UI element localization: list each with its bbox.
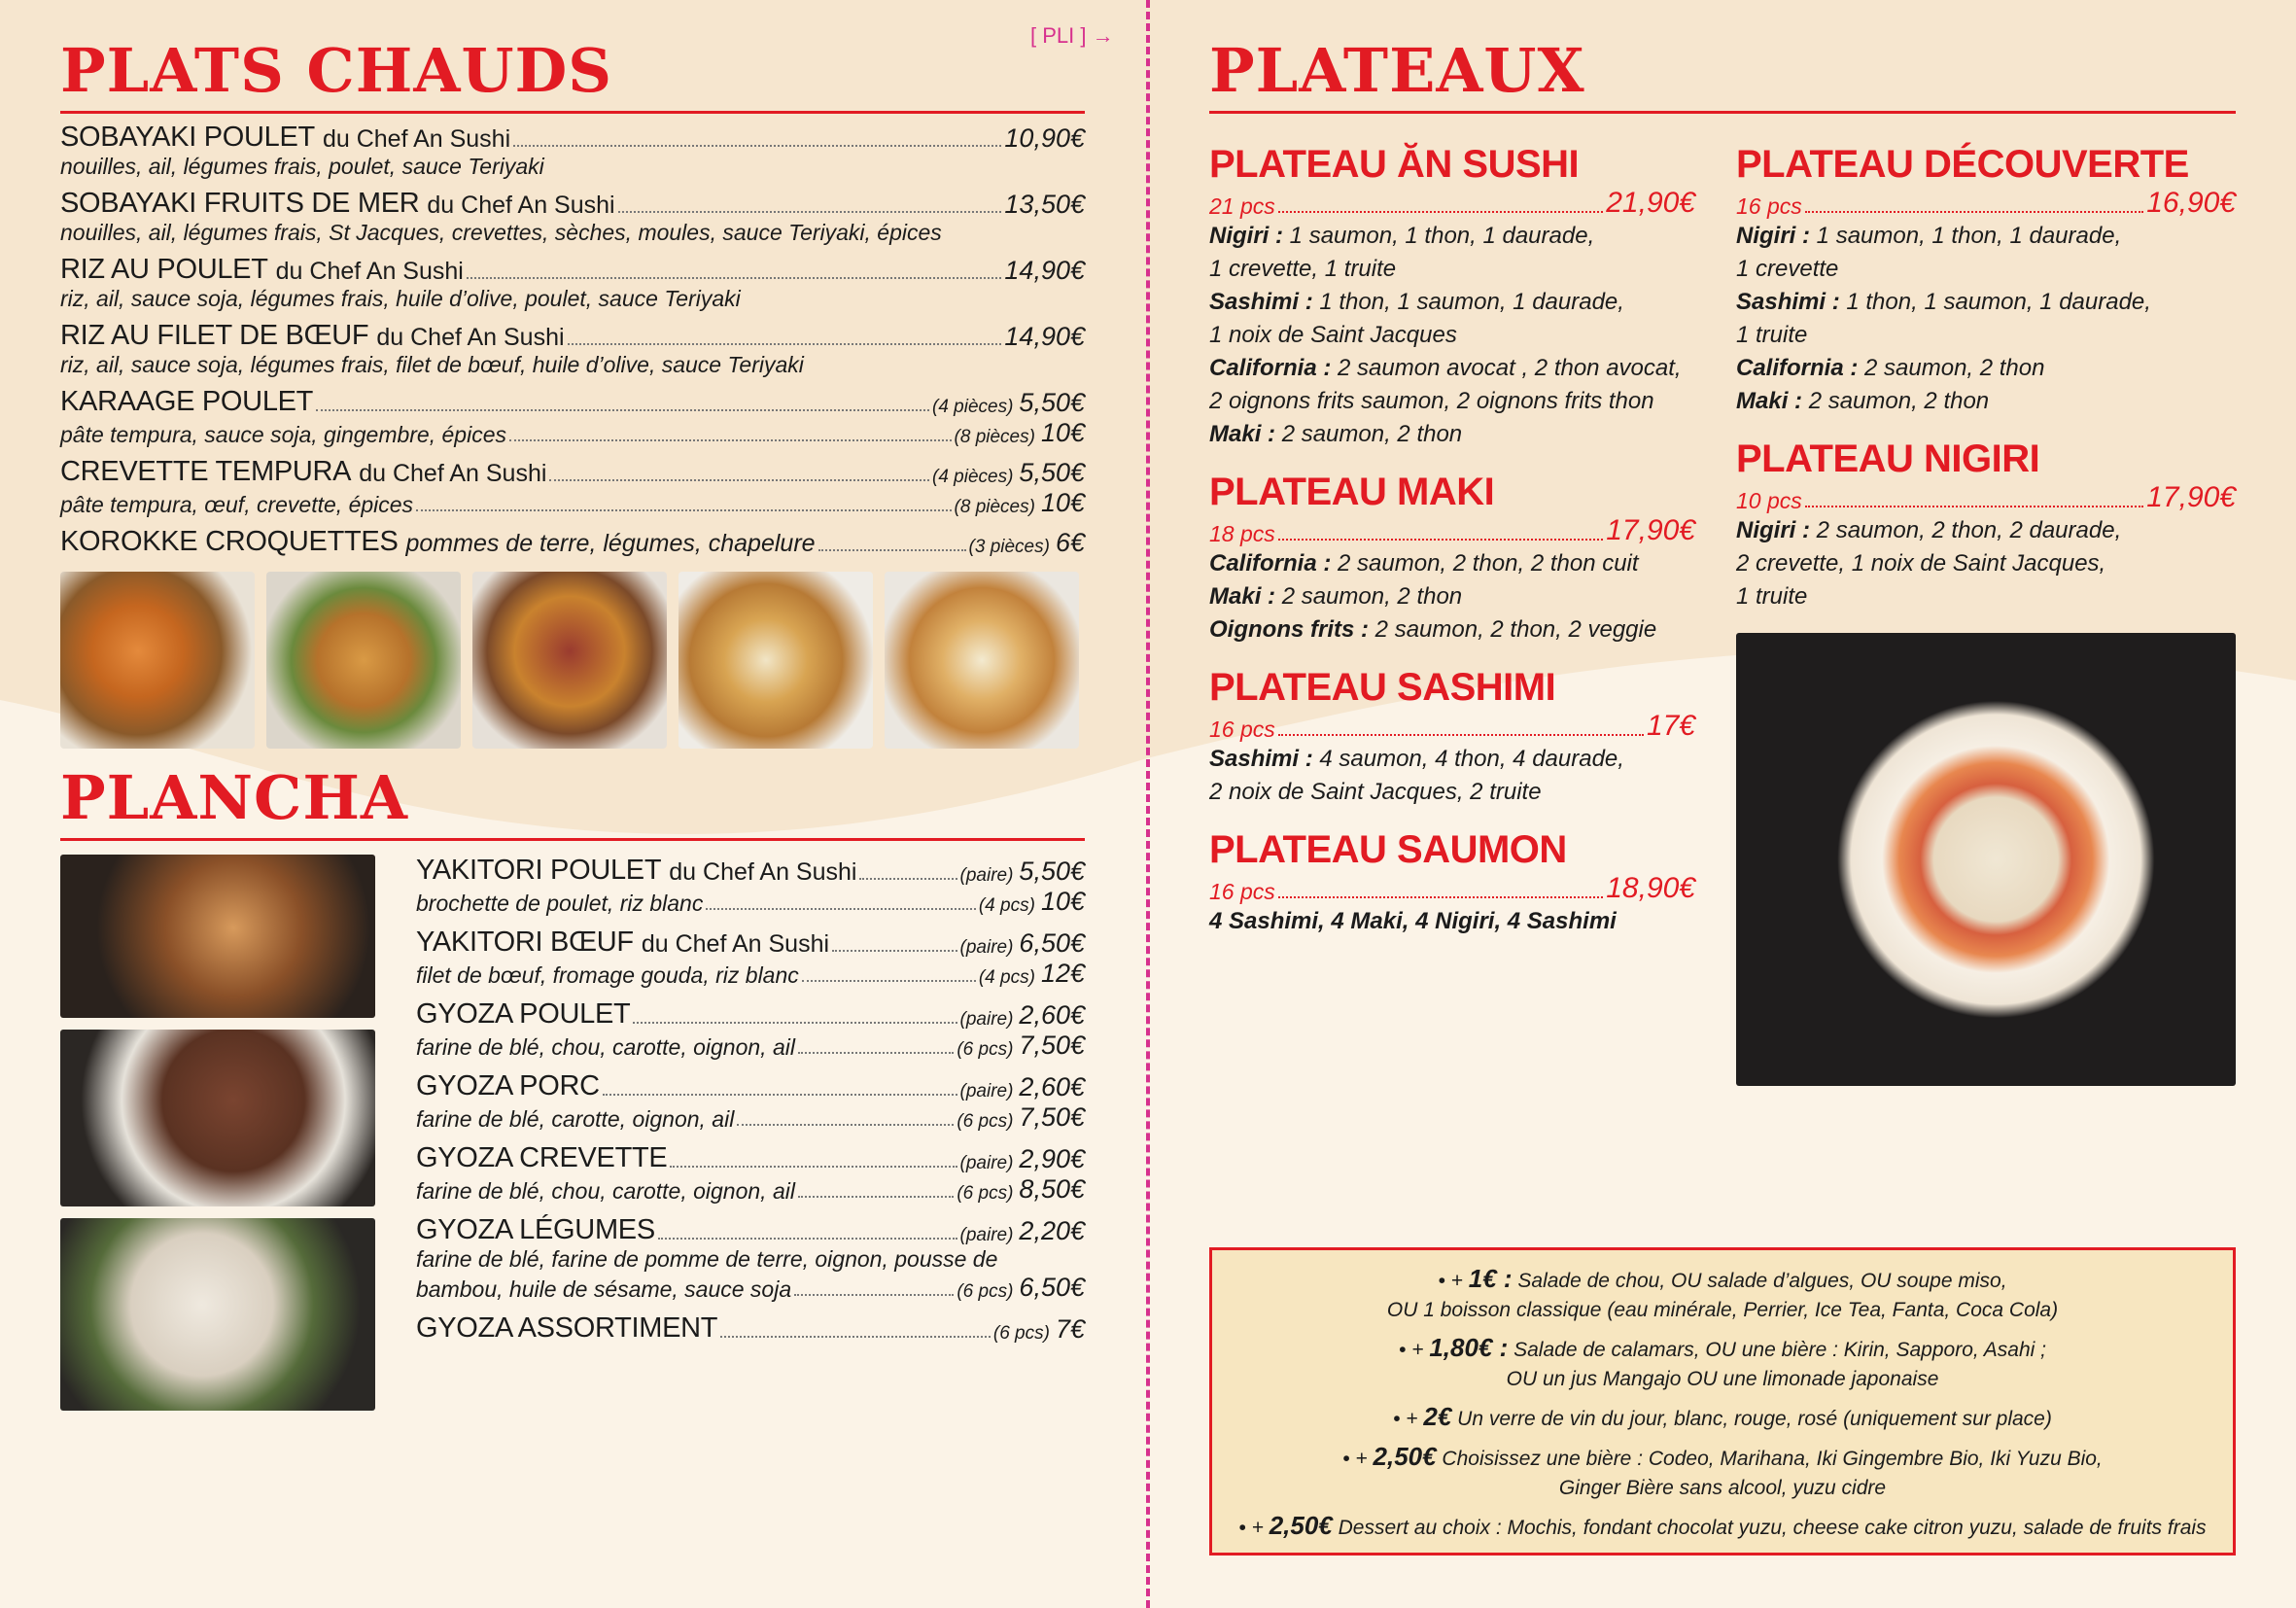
menu-item: [60, 188, 1085, 246]
item-desc-row: [60, 418, 1085, 448]
plateau-line-label: Maki :: [1209, 421, 1282, 447]
item-price: 10,90€: [1004, 123, 1085, 153]
plateau-line-text: 1 thon, 1 saumon, 1 daurade,: [1319, 289, 1624, 315]
item-desc: farine de blé, carotte, oignon, ail: [416, 1106, 735, 1132]
plateau-item: [1209, 666, 1695, 809]
item-name: KOROKKE CROQUETTES: [60, 526, 399, 557]
item-desc: farine de blé, chou, carotte, oignon, ail: [416, 1034, 795, 1060]
plateau-line: [1209, 743, 1695, 776]
plateau-line: [1736, 220, 2236, 253]
yakitori-boeuf-photo: [60, 1030, 375, 1206]
menu-item: [60, 526, 1085, 558]
item-qty: (paire): [959, 1153, 1014, 1173]
item-name: SOBAYAKI FRUITS DE MER: [60, 188, 420, 219]
item-desc: nouilles, ail, légumes frais, St Jacques, crevettes, sèches, moules, sauce Teriyaki, épices: [60, 220, 942, 245]
plateau-line: [1209, 580, 1695, 613]
plateau-line: [1736, 319, 2236, 352]
plateau-line-text: 2 saumon, 2 thon: [1281, 583, 1463, 610]
plateau-line-text: 2 saumon, 2 thon: [1808, 388, 1990, 414]
item-desc: farine de blé, chou, carotte, oignon, ail: [416, 1178, 795, 1204]
leader-dots: [832, 950, 957, 952]
leader-dots: [798, 1052, 954, 1054]
menu-item: [416, 1214, 1085, 1303]
plateaux-col-2: [1736, 143, 2236, 613]
item-chef: du Chef An Sushi: [275, 258, 464, 285]
plateau-line-text: 1 truite: [1736, 583, 1808, 610]
plateau-price-row: [1736, 187, 2236, 220]
plateau-line-text: 1 truite: [1736, 322, 1808, 348]
plateau-line: [1736, 547, 2236, 580]
plateau-line: [1209, 352, 1695, 385]
plats-chauds-title: PLATS CHAUDS: [60, 39, 1085, 114]
menu-item: [416, 855, 1085, 917]
item-name: RIZ AU POULET: [60, 254, 268, 285]
supplements-box: [1209, 1247, 2236, 1556]
plateau-title: PLATEAU MAKI: [1209, 471, 1495, 513]
plancha-section: [60, 855, 1085, 1418]
item-row: [416, 1312, 1085, 1345]
item-desc: bambou, huile de sésame, sauce soja: [416, 1276, 792, 1302]
plateau-line: [1209, 905, 1695, 938]
item-price: 10€: [1040, 418, 1085, 447]
item-price: 7,50€: [1019, 1031, 1085, 1060]
plateau-line-label: Maki :: [1736, 388, 1809, 414]
plateau-line-text: 2 saumon, 2 thon, 2 veggie: [1374, 616, 1657, 643]
plateau-line-label: Nigiri :: [1736, 517, 1817, 543]
item-qty: (8 pièces): [954, 427, 1035, 447]
item-row: [416, 855, 1085, 887]
supplement-text: Dessert au choix : Mochis, fondant chocolat yuzu, cheese cake citron yuzu, salade de fruits frais: [1332, 1517, 2207, 1539]
plateau-line: [1736, 352, 2236, 385]
supplement-text: Salade de chou, OU salade d’algues, OU soupe miso,: [1512, 1270, 2007, 1292]
supplement-item: [1222, 1511, 2223, 1543]
supplement-text: Un verre de vin du jour, blanc, rouge, rosé (uniquement sur place): [1451, 1408, 2052, 1430]
item-qty: (paire): [959, 937, 1014, 958]
item-desc-row: [60, 220, 1085, 246]
plateau-price: 17,90€: [1606, 514, 1695, 546]
menu-item: [416, 1312, 1085, 1345]
item-qty: (6 pcs): [992, 1323, 1050, 1344]
item-chef: du Chef An Sushi: [641, 930, 830, 958]
menu-item: [60, 320, 1085, 378]
item-price: 5,50€: [1019, 388, 1085, 417]
menu-item: [416, 926, 1085, 989]
plateau-line-label: 4 Sashimi, 4 Maki, 4 Nigiri, 4 Sashimi: [1209, 908, 1617, 934]
item-chef: du Chef An Sushi: [669, 858, 857, 886]
item-chef: du Chef An Sushi: [376, 324, 565, 351]
plateau-item: [1736, 143, 2236, 418]
leader-dots: [1805, 211, 2143, 213]
item-price: 10€: [1040, 887, 1085, 916]
plateau-price-row: [1209, 187, 1695, 220]
supplement-amount: 1,80€ :: [1429, 1333, 1509, 1362]
item-qty: (6 pcs): [957, 1039, 1014, 1060]
item-price: 6€: [1055, 528, 1085, 557]
item-desc-row: [60, 488, 1085, 518]
item-price: 8,50€: [1019, 1174, 1085, 1204]
plateaux-title: PLATEAUX: [1209, 39, 2236, 114]
item-desc-row: [60, 154, 1085, 180]
plateau-item: [1736, 437, 2236, 613]
plateaux-columns: [1209, 143, 2236, 1086]
item-desc: brochette de poulet, riz blanc: [416, 891, 704, 916]
item-chef: du Chef An Sushi: [359, 460, 547, 487]
item-name: SOBAYAKI POULET: [60, 122, 315, 153]
gyoza-photo: [60, 1218, 375, 1411]
plateau-line-label: California :: [1736, 355, 1865, 381]
plateau-line-text: 4 saumon, 4 thon, 4 daurade,: [1319, 746, 1624, 772]
leader-dots: [467, 277, 1002, 279]
plateau-price: 18,90€: [1606, 872, 1695, 904]
plateau-line: [1209, 319, 1695, 352]
item-price: 13,50€: [1004, 190, 1085, 219]
item-row: [416, 926, 1085, 959]
plateau-line-text: 1 noix de Saint Jacques: [1209, 322, 1457, 348]
item-price: 14,90€: [1004, 256, 1085, 285]
leader-dots: [549, 479, 929, 481]
plancha-title: PLANCHA: [60, 766, 1085, 841]
plateau-line-label: Nigiri :: [1736, 223, 1817, 249]
supplements-list: [1222, 1264, 2223, 1543]
supplement-amount: 2€: [1423, 1402, 1452, 1431]
supplement-text-2: Ginger Bière sans alcool, yuzu cidre: [1558, 1477, 1887, 1499]
plateau-line-text: 2 saumon avocat , 2 thon avocat,: [1338, 355, 1682, 381]
item-qty: (4 pièces): [932, 397, 1014, 417]
supplement-item: [1222, 1264, 2223, 1325]
item-row: [416, 998, 1085, 1031]
item-qty: (paire): [959, 1081, 1014, 1101]
item-chef: du Chef An Sushi: [427, 192, 615, 219]
plateau-title: PLATEAU SAUMON: [1209, 828, 1567, 871]
plateau-line: [1736, 385, 2236, 418]
yakitori-photo: [60, 855, 375, 1018]
leader-dots: [513, 145, 1001, 147]
plateau-line-text: 1 saumon, 1 thon, 1 daurade,: [1289, 223, 1595, 249]
supplement-lead: • +: [1438, 1270, 1469, 1292]
menu-item: [416, 1070, 1085, 1133]
plateau-line-label: California :: [1209, 550, 1339, 577]
karaage-photo: [678, 572, 873, 749]
item-desc-row: [416, 887, 1085, 917]
plancha-list: [416, 855, 1085, 1345]
menu-item: [416, 1142, 1085, 1205]
plats-chauds-photos: [60, 572, 1085, 749]
plateau-line-label: Sashimi :: [1736, 289, 1847, 315]
leader-dots: [316, 409, 929, 411]
item-price: 2,60€: [1019, 1000, 1085, 1030]
leader-dots: [568, 343, 1002, 345]
fold-label: [ PLI ] →: [1030, 23, 1114, 48]
plateau-line: [1209, 776, 1695, 809]
plateau-line-text: 1 crevette: [1736, 256, 1839, 282]
supplement-lead: • +: [1342, 1448, 1374, 1470]
item-price: 2,20€: [1019, 1216, 1085, 1245]
menu-item: [60, 122, 1085, 180]
plateau-pcs: 16 pcs: [1736, 193, 1802, 219]
plateau-item: [1209, 471, 1695, 647]
plateaux-col-1: [1209, 143, 1695, 1086]
leader-dots: [720, 1336, 991, 1338]
item-extra: pommes de terre, légumes, chapelure: [405, 530, 816, 557]
leader-dots: [798, 1196, 954, 1198]
item-row: [60, 456, 1085, 488]
leader-dots: [706, 908, 976, 910]
leader-dots: [1278, 734, 1644, 736]
plateau-pcs: 16 pcs: [1209, 879, 1275, 904]
item-desc: pâte tempura, sauce soja, gingembre, épices: [60, 422, 506, 447]
supplement-amount: 1€ :: [1468, 1264, 1513, 1293]
plateau-photo: [1736, 633, 2236, 1086]
leader-dots: [416, 509, 951, 511]
plateau-line: [1736, 286, 2236, 319]
item-price: 7,50€: [1019, 1102, 1085, 1132]
item-row: [416, 1070, 1085, 1102]
item-desc: filet de bœuf, fromage gouda, riz blanc: [416, 962, 799, 988]
item-desc: riz, ail, sauce soja, légumes frais, huile d’olive, poulet, sauce Teriyaki: [60, 286, 741, 311]
plateau-line: [1209, 418, 1695, 451]
supplement-lead: • +: [1399, 1339, 1430, 1361]
plateau-price: 17,90€: [2146, 481, 2236, 513]
item-qty: (6 pcs): [957, 1281, 1014, 1302]
item-qty: (paire): [959, 1225, 1014, 1245]
item-desc-row: [60, 286, 1085, 312]
item-desc: nouilles, ail, légumes frais, poulet, sauce Teriyaki: [60, 154, 544, 179]
item-row: [60, 526, 1085, 558]
plateau-line: [1736, 580, 2236, 613]
right-page: [1209, 35, 2236, 1086]
plateau-title: PLATEAU SASHIMI: [1209, 666, 1556, 709]
plateau-line-text: 2 saumon, 2 thon: [1864, 355, 2045, 381]
plateau-line: [1209, 547, 1695, 580]
supplement-lead: • +: [1238, 1517, 1270, 1539]
item-qty: (4 pièces): [932, 467, 1014, 487]
plateau-line-text: 2 saumon, 2 thon, 2 daurade,: [1816, 517, 2122, 543]
plateau-line-text: 2 noix de Saint Jacques, 2 truite: [1209, 779, 1542, 805]
plateau-line-label: Sashimi :: [1209, 289, 1320, 315]
item-name: CREVETTE TEMPURA: [60, 456, 352, 487]
supplement-item: [1222, 1333, 2223, 1394]
item-desc-row: [60, 352, 1085, 378]
plateau-line-text: 1 crevette, 1 truite: [1209, 256, 1397, 282]
plateau-title: PLATEAU DÉCOUVERTE: [1736, 143, 2189, 186]
item-qty: (3 pièces): [968, 537, 1050, 557]
fold-line: [1146, 0, 1150, 1608]
supplement-amount: 2,50€: [1269, 1511, 1333, 1540]
plateau-line-label: California :: [1209, 355, 1339, 381]
plateau-line: [1209, 613, 1695, 647]
item-name: GYOZA ASSORTIMENT: [416, 1312, 718, 1344]
plateau-title: PLATEAU NIGIRI: [1736, 437, 2040, 480]
left-page: [60, 35, 1085, 1418]
item-qty: (6 pcs): [957, 1183, 1014, 1204]
supplement-lead: • +: [1393, 1408, 1424, 1430]
item-price: 5,50€: [1019, 458, 1085, 487]
item-name: YAKITORI BŒUF: [416, 926, 634, 958]
item-qty: (4 pcs): [978, 967, 1035, 988]
plats-chauds-list: [60, 122, 1085, 558]
leader-dots: [737, 1124, 954, 1126]
plateau-pcs: 18 pcs: [1209, 521, 1275, 546]
leader-dots: [633, 1022, 957, 1024]
leader-dots: [603, 1094, 957, 1096]
item-desc-row: [416, 1102, 1085, 1133]
plateau-line: [1736, 253, 2236, 286]
leader-dots: [1278, 896, 1603, 898]
item-price: 6,50€: [1019, 1273, 1085, 1302]
leader-dots: [1805, 506, 2143, 507]
leader-dots: [670, 1166, 957, 1168]
item-desc: pâte tempura, œuf, crevette, épices: [60, 492, 414, 517]
item-row: [60, 122, 1085, 154]
plateau-price: 21,90€: [1606, 187, 1695, 219]
item-price: 10€: [1040, 488, 1085, 517]
plateau-line-text: 2 oignons frits saumon, 2 oignons frits thon: [1209, 388, 1654, 414]
plateau-line-label: Sashimi :: [1209, 746, 1320, 772]
menu-item: [60, 254, 1085, 312]
item-qty: (4 pcs): [978, 895, 1035, 916]
item-price: 7€: [1055, 1314, 1085, 1344]
plateau-pcs: 21 pcs: [1209, 193, 1275, 219]
item-desc-row: [416, 1031, 1085, 1061]
item-desc: farine de blé, farine de pomme de terre, oignon, pousse de: [416, 1246, 998, 1272]
plateau-line-label: Oignons frits :: [1209, 616, 1375, 643]
plateau-title: PLATEAU ĂN SUSHI: [1209, 143, 1580, 186]
sobayaki-photo: [60, 572, 255, 749]
item-row: [60, 320, 1085, 352]
item-row: [60, 386, 1085, 418]
plateau-item: [1209, 143, 1695, 451]
leader-dots: [794, 1294, 954, 1296]
item-price: 6,50€: [1019, 928, 1085, 958]
plateau-line-label: Maki :: [1209, 583, 1282, 610]
item-name: RIZ AU FILET DE BŒUF: [60, 320, 369, 351]
plateau-price: 16,90€: [2146, 187, 2236, 219]
item-desc: riz, ail, sauce soja, légumes frais, filet de bœuf, huile d’olive, sauce Teriyaki: [60, 352, 804, 377]
leader-dots: [802, 980, 976, 982]
item-row: [60, 188, 1085, 220]
item-row: [416, 1214, 1085, 1246]
item-row: [60, 254, 1085, 286]
item-price: 2,90€: [1019, 1144, 1085, 1173]
leader-dots: [1278, 211, 1603, 213]
plateau-line: [1736, 514, 2236, 547]
item-qty: (paire): [959, 865, 1014, 886]
plateau-line-text: 1 saumon, 1 thon, 1 daurade,: [1816, 223, 2122, 249]
leader-dots: [509, 439, 952, 441]
item-name: GYOZA CREVETTE: [416, 1142, 668, 1173]
item-name: KARAAGE POULET: [60, 386, 314, 417]
item-desc-row: [416, 959, 1085, 989]
item-name: YAKITORI POULET: [416, 855, 662, 886]
menu-item: [416, 998, 1085, 1061]
supplement-text: Salade de calamars, OU une bière : Kirin, Sapporo, Asahi ;: [1508, 1339, 2046, 1361]
item-qty: (8 pièces): [954, 497, 1035, 517]
plateau-line: [1209, 286, 1695, 319]
plateau-item: [1209, 828, 1695, 938]
plateau-price-row: [1209, 872, 1695, 905]
supplement-item: [1222, 1442, 2223, 1503]
plateau-line: [1209, 253, 1695, 286]
item-desc-row: [416, 1273, 1085, 1303]
noodles-seafood-photo: [266, 572, 461, 749]
leader-dots: [859, 878, 957, 880]
supplement-amount: 2,50€: [1373, 1442, 1437, 1471]
menu-item: [60, 456, 1085, 518]
plateau-line-text: 1 thon, 1 saumon, 1 daurade,: [1846, 289, 2151, 315]
plateau-line: [1209, 220, 1695, 253]
supplement-text-2: OU 1 boisson classique (eau minérale, Perrier, Ice Tea, Fanta, Coca Cola): [1386, 1299, 2059, 1321]
leader-dots: [618, 211, 1002, 213]
plateau-pcs: 16 pcs: [1209, 717, 1275, 742]
plateau-pcs: 10 pcs: [1736, 488, 1802, 513]
plateau-line-text: 2 saumon, 2 thon: [1281, 421, 1463, 447]
item-price: 2,60€: [1019, 1072, 1085, 1101]
item-qty: (6 pcs): [957, 1111, 1014, 1132]
item-desc-row: [416, 1174, 1085, 1205]
item-price: 14,90€: [1004, 322, 1085, 351]
item-name: GYOZA POULET: [416, 998, 631, 1030]
plateau-price-row: [1736, 481, 2236, 514]
plateau-line-label: Nigiri :: [1209, 223, 1290, 249]
item-row: [416, 1142, 1085, 1174]
item-qty: (paire): [959, 1009, 1014, 1030]
supplement-item: [1222, 1402, 2223, 1434]
plateau-line-text: 2 saumon, 2 thon, 2 thon cuit: [1338, 550, 1639, 577]
plateau-line-text: 2 crevette, 1 noix de Saint Jacques,: [1736, 550, 2106, 577]
leader-dots: [1278, 539, 1603, 541]
plateau-price: 17€: [1646, 710, 1695, 742]
supplement-text: Choisissez une bière : Codeo, Marihana, Iki Gingembre Bio, Iki Yuzu Bio,: [1436, 1448, 2103, 1470]
leader-dots: [818, 549, 966, 551]
item-price: 12€: [1040, 959, 1085, 988]
tempura-photo: [885, 572, 1079, 749]
item-price: 5,50€: [1019, 856, 1085, 886]
plateau-line: [1209, 385, 1695, 418]
leader-dots: [658, 1238, 957, 1240]
beef-rice-photo: [472, 572, 667, 749]
item-name: GYOZA LÉGUMES: [416, 1214, 655, 1245]
plateaux-col-2-wrap: [1736, 143, 2236, 1086]
item-chef: du Chef An Sushi: [322, 125, 511, 153]
plateau-price-row: [1209, 514, 1695, 547]
plateau-price-row: [1209, 710, 1695, 743]
menu-item: [60, 386, 1085, 448]
supplement-text-2: OU un jus Mangajo OU une limonade japonaise: [1506, 1368, 1939, 1390]
item-name: GYOZA PORC: [416, 1070, 600, 1101]
